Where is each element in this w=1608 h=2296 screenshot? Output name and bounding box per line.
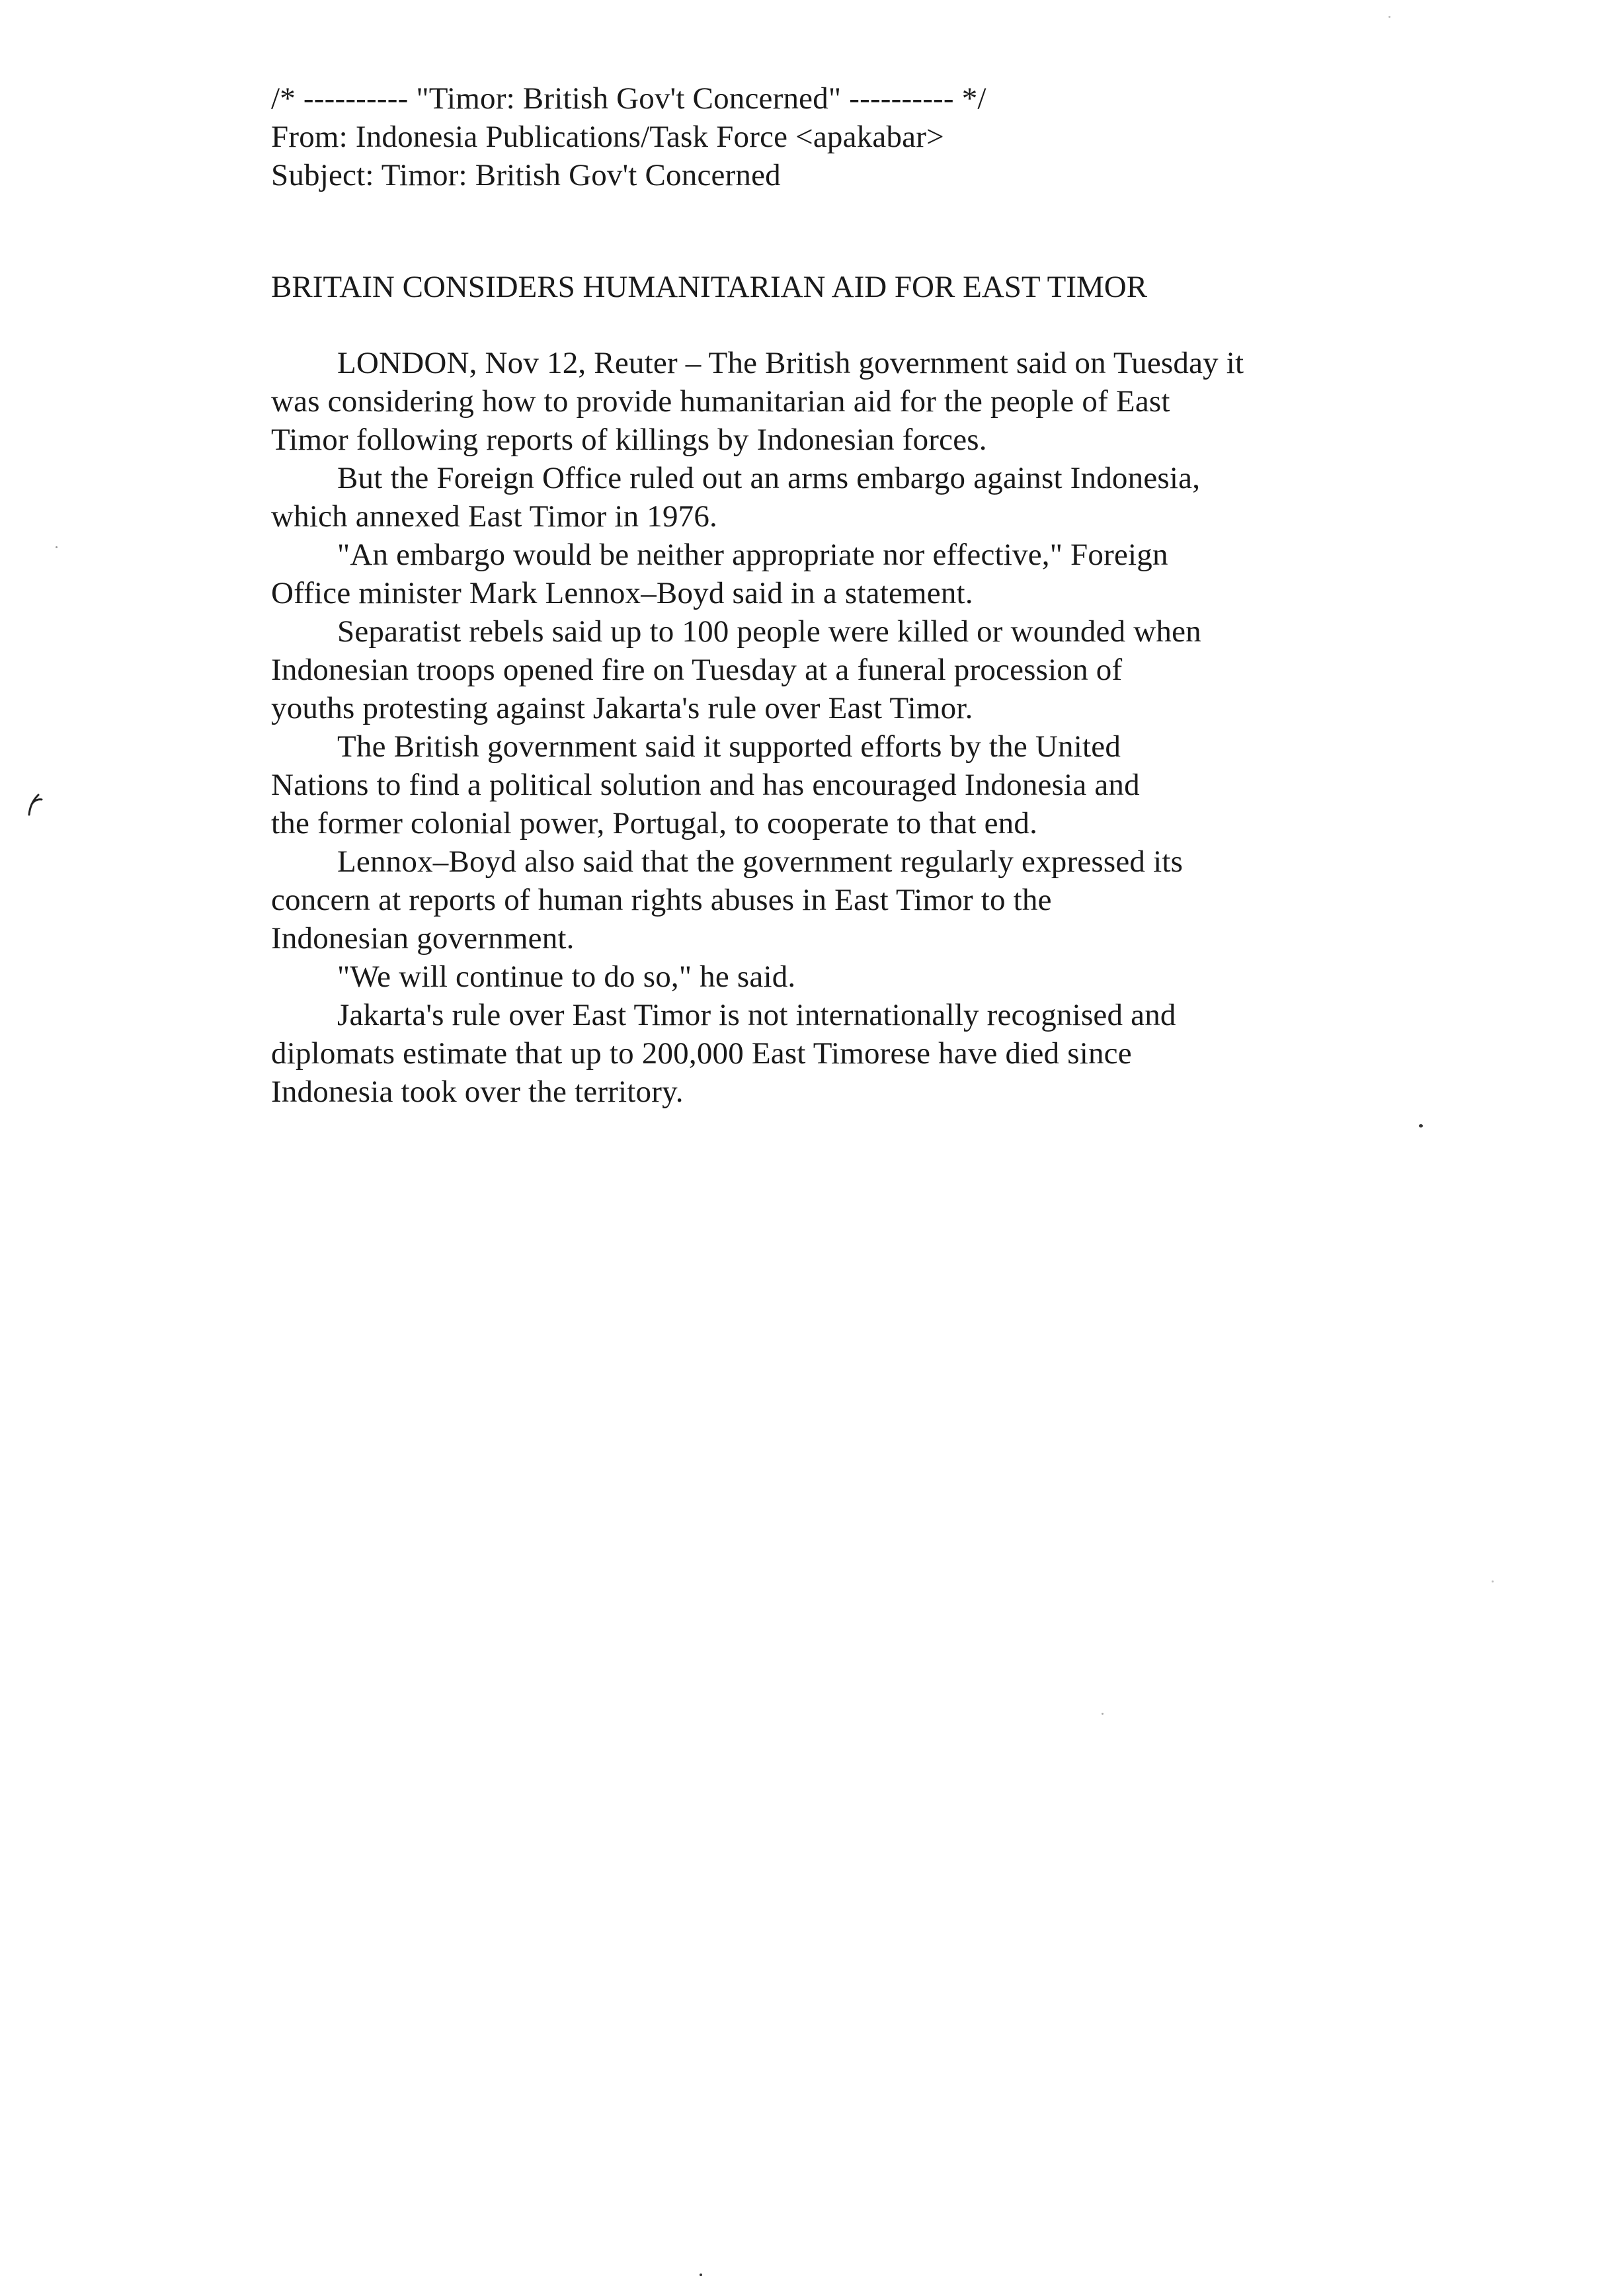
article-line: the former colonial power, Portugal, to cooperate to that end. [271,806,1038,840]
article-line: The British government said it supported efforts by the United [337,729,1121,764]
article-line: "An embargo would be neither appropriate nor effective," Foreign [337,538,1168,572]
article-line: Jakarta's rule over East Timor is not internationally recognised and [337,998,1176,1032]
article-line: which annexed East Timor in 1976. [271,499,717,534]
article-line: Timor following reports of killings by Indonesian forces. [271,423,987,457]
subject-line: Subject: Timor: British Gov't Concerned [271,158,781,192]
article-line: Separatist rebels said up to 100 people were killed or wounded when [337,614,1201,649]
message-marker-line: /* ---------- "Timor: British Gov't Concerned" ---------- */ [271,81,986,116]
article-line: Office minister Mark Lennox–Boyd said in a statement. [271,576,973,610]
article-line: was considering how to provide humanitarian aid for the people of East [271,384,1170,419]
article-line: diplomats estimate that up to 200,000 East Timorese have died since [271,1036,1132,1071]
article-line: Indonesia took over the territory. [271,1075,684,1109]
margin-pen-mark [24,791,44,817]
scan-speck [1388,16,1390,18]
article-line: Indonesian troops opened fire on Tuesday at a funeral procession of [271,653,1123,687]
article-line: Lennox–Boyd also said that the government regularly expressed its [337,844,1184,879]
scan-speck [56,546,58,548]
article-line: youths protesting against Jakarta's rule over East Timor. [271,691,973,725]
from-line: From: Indonesia Publications/Task Force <apakabar> [271,120,944,154]
article-line: "We will continue to do so," he said. [337,960,796,994]
scan-speck [1492,1580,1494,1582]
article-line: concern at reports of human rights abuses in East Timor to the [271,883,1052,917]
scan-speck [1102,1713,1104,1715]
article-line: LONDON, Nov 12, Reuter – The British government said on Tuesday it [337,346,1244,380]
article-line: But the Foreign Office ruled out an arms embargo against Indonesia, [337,461,1201,495]
scan-speck [1419,1124,1423,1128]
article-line: Indonesian government. [271,921,575,956]
scan-speck [700,2274,702,2276]
article-line: Nations to find a political solution and has encouraged Indonesia and [271,768,1140,802]
article-headline: BRITAIN CONSIDERS HUMANITARIAN AID FOR EAST TIMOR [271,270,1148,304]
